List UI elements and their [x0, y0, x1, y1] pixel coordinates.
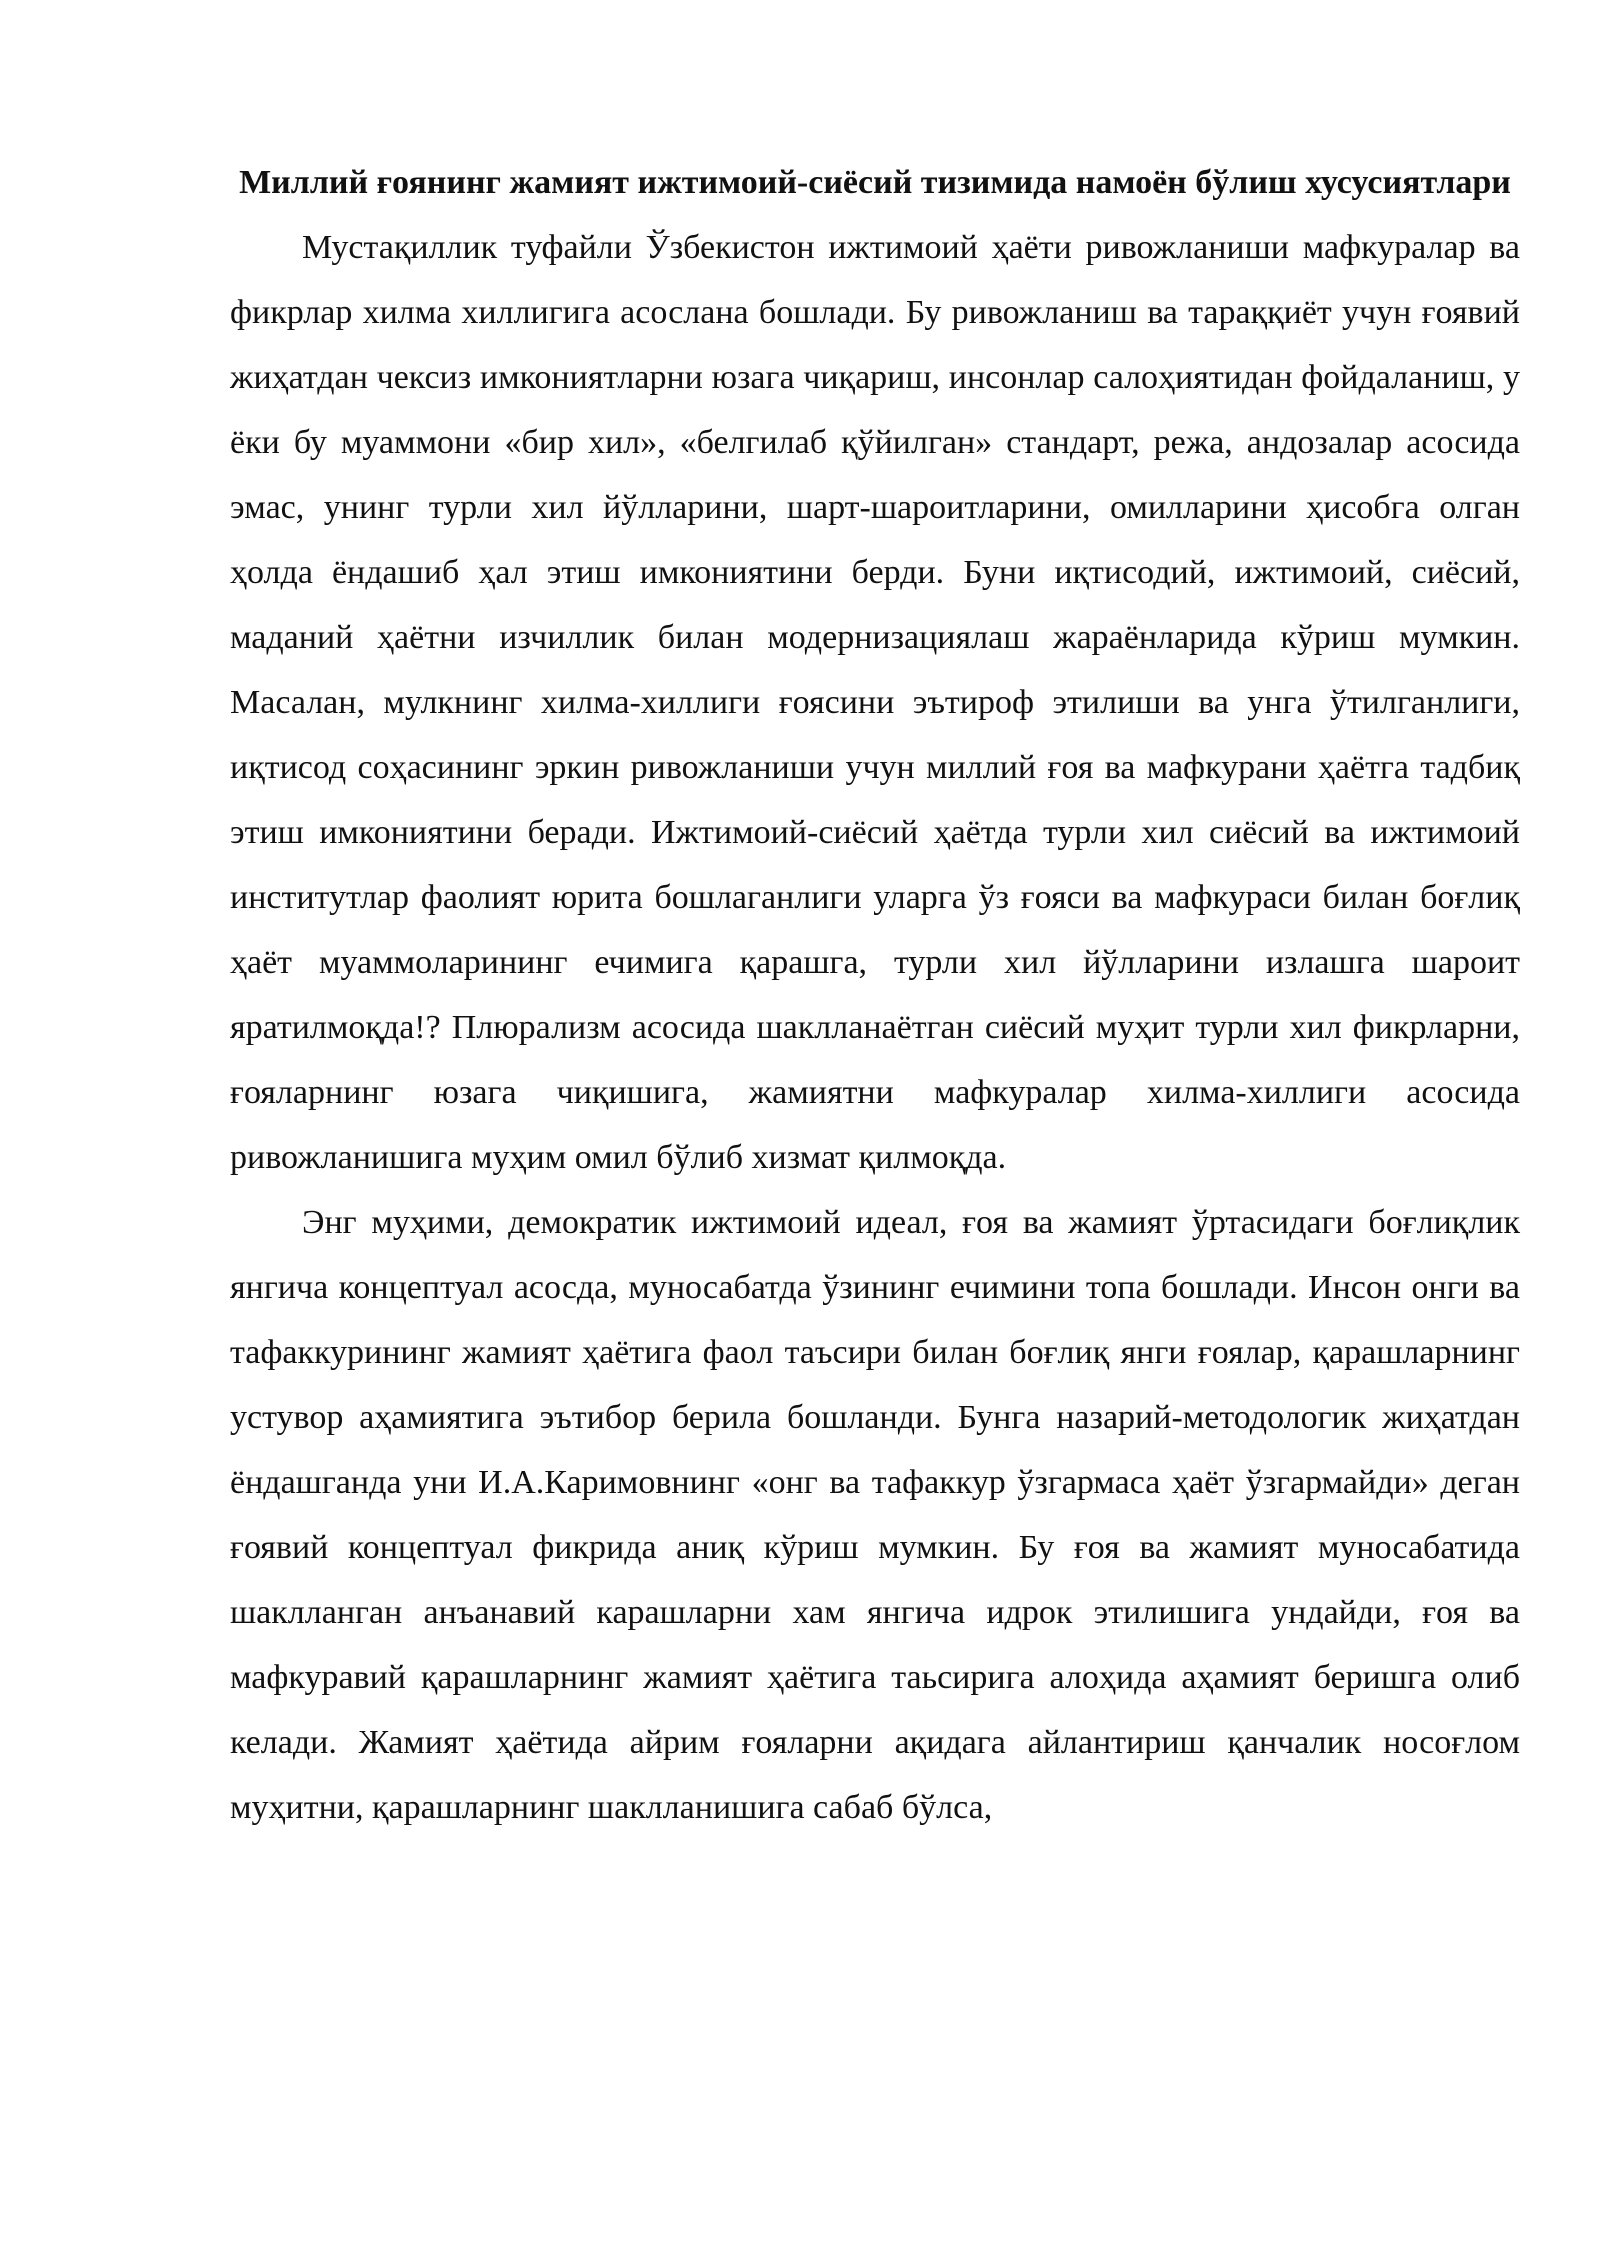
document-body: [230, 150, 1520, 1840]
paragraph-1: Мустақиллик туфайли Ўзбекистон ижтимоий ҳаёти ривожланиши мафкуралар ва фикрлар хилма хиллигига асослана бошлади. Бу ривожланиш ва тараққиёт учун ғоявий жиҳатдан чексиз имкониятларни юзага чиқариш, инсонлар салоҳиятидан фойдаланиш, у ёки бу муаммони «бир хил», «белгилаб қўйилган» стандарт, режа, андозалар асосида эмас, унинг турли хил йўлларини, шарт-шароитларини, омилларини ҳисобга олган ҳолда ёндашиб ҳал этиш имкониятини берди. Буни иқтисодий, ижтимоий, сиёсий, маданий ҳаётни изчиллик билан модернизациялаш жараёнларида кўриш мумкин. Масалан, мулкнинг хилма-хиллиги ғоясини эътироф этилиши ва унга ўтилганлиги, иқтисод соҳасининг эркин ривожланиши учун миллий ғоя ва мафкурани ҳаётга тадбиқ этиш имкониятини беради. Ижтимоий-сиёсий ҳаётда турли хил сиёсий ва ижтимоий институтлар фаолият юрита бошлаганлиги уларга ўз ғояси ва мафкураси билан боғлиқ ҳаёт муаммоларининг ечимига қарашга, турли хил йўлларини излашга шароит яратилмоқда!? Плюрализм асосида шаклланаётган сиёсий муҳит турли хил фикрларни, ғояларнинг юзага чиқишига, жамиятни мафкуралар хилма-хиллиги асосида ривожланишига муҳим омил бўлиб хизмат қилмоқда.: [230, 229, 1520, 1176]
paragraph-2: Энг муҳими, демократик ижтимоий идеал, ғоя ва жамият ўртасидаги боғлиқлик янгича концептуал асосда, муносабатда ўзининг ечимини топа бошлади. Инсон онги ва тафаккурининг жамият ҳаётига фаол таъсири билан боғлиқ янги ғоялар, қарашларнинг устувор аҳамиятига эътибор берила бошланди. Бунга назарий-методологик жиҳатдан ёндашганда уни И.А.Каримовнинг «онг ва тафаккур ўзгармаса ҳаёт ўзгармайди» деган ғоявий концептуал фикрида аниқ кўриш мумкин. Бу ғоя ва жамият муносабатида шаклланган анъанавий карашларни хам янгича идрок этилишига ундайди, ғоя ва мафкуравий қарашларнинг жамият ҳаётига таьсирига алоҳида аҳамият беришга олиб келади. Жамият ҳаётида айрим ғояларни ақидага айлантириш қанчалик носоғлом муҳитни, қарашларнинг шаклланишига сабаб бўлса,: [230, 1204, 1520, 1826]
document-title: Миллий ғоянинг жамият ижтимоий-сиёсий тизимида намоён бўлиш хусусиятлари: [239, 164, 1511, 201]
